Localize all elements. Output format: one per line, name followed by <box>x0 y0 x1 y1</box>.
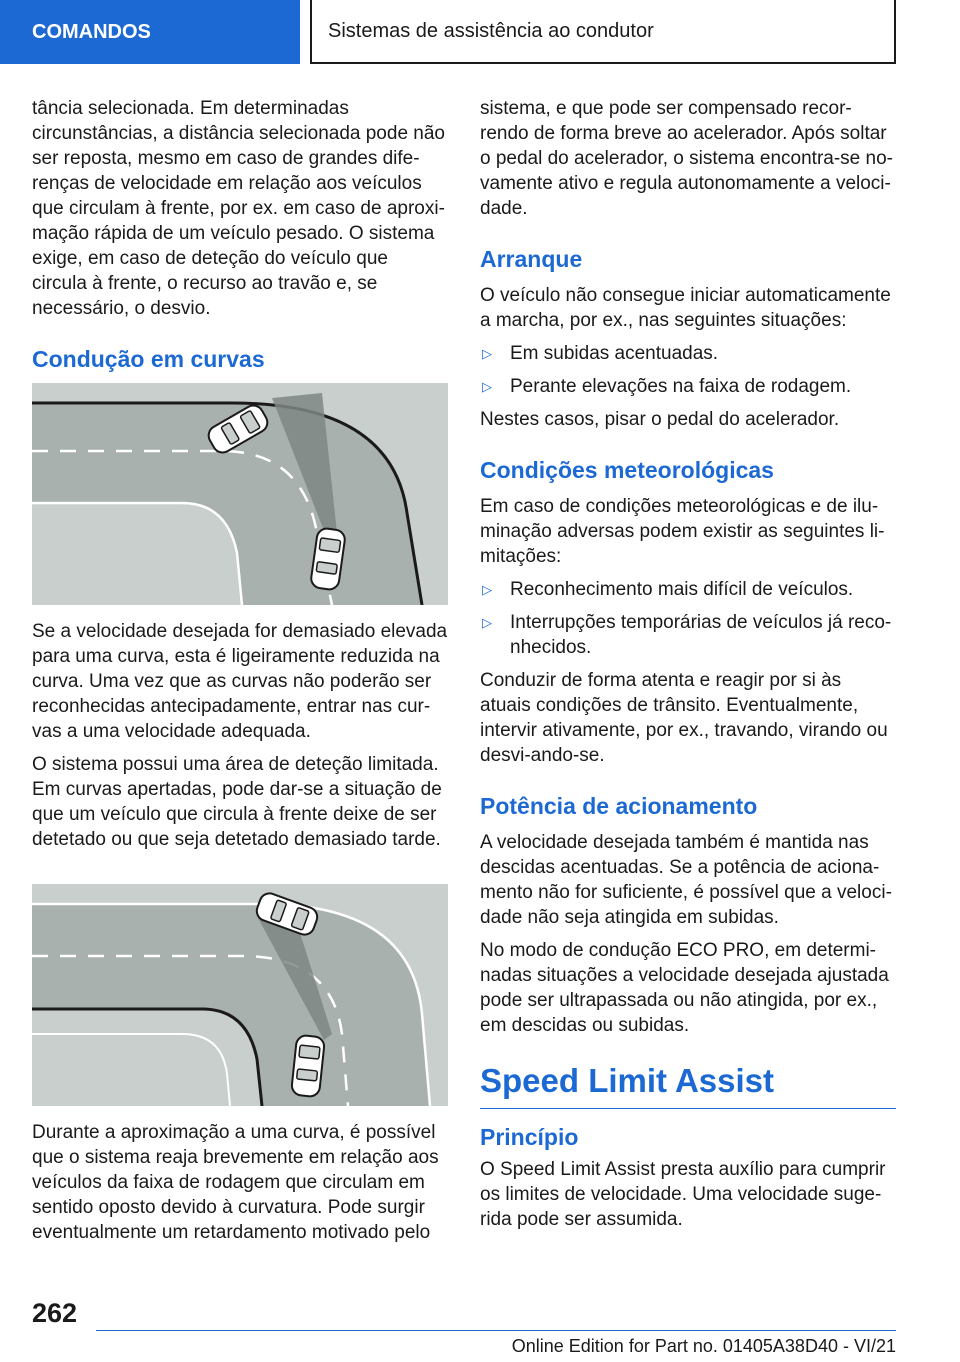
bullet-list-meteo <box>480 577 896 660</box>
paragraph: Durante a aproximação a uma curva, é possível que o sistema reaja brevemente em relação aos veículos da faixa de rodagem que circulam em sentido oposto devido à curvatura. Pode surgir eventualmente um retardamento motivado pelo <box>32 1122 439 1243</box>
triangle-right-outline-icon: ▷ <box>482 582 492 597</box>
left-column <box>32 96 448 1253</box>
right-column <box>480 96 896 1240</box>
chapter-title: Sistemas de assistência ao condutor <box>328 19 654 42</box>
paragraph: Se a velocidade desejada for demasiado elevada para uma curva, esta é ligeiramente reduzida na curva. Uma vez que as curvas não poderão ser reconhecidas antecipadamente, entrar nas cur-vas a uma velocidade adequada. <box>32 621 448 742</box>
bullet-list-arranque <box>480 341 896 399</box>
list-item: ▷ Em subidas acentuadas. <box>482 343 719 364</box>
section-tab <box>0 0 300 64</box>
heading-principio: Princípio <box>480 1124 579 1150</box>
paragraph: No modo de condução ECO PRO, em determi-nadas situações a velocidade desejada ajustada pode ser ultrapassada ou não atingida, por ex., em descidas ou subidas. <box>480 940 889 1036</box>
heading-arranque: Arranque <box>480 246 583 272</box>
heading-potencia-acionamento: Potência de acionamento <box>480 793 758 819</box>
section-title: COMANDOS <box>32 20 151 43</box>
page-number: 262 <box>32 1298 78 1328</box>
triangle-right-outline-icon: ▷ <box>482 379 492 394</box>
list-item: ▷ Reconhecimento mais difícil de veículos. <box>482 579 854 600</box>
triangle-right-outline-icon: ▷ <box>482 346 492 361</box>
paragraph: sistema, e que pode ser compensado recor-rendo de forma breve ao acelerador. Após soltar o pedal do acelerador, o sistema encontra-se no-vamente ativo e regula autonomamente a veloci-dade. <box>480 98 893 219</box>
footer-edition: Online Edition for Part no. 01405A38D40 - VI/21 <box>511 1336 896 1356</box>
paragraph: tância selecionada. Em determinadas circunstâncias, a distância selecionada pode não ser reposta, mesmo em caso de grandes dife-renças de velocidade em relação aos veículos que circulam à frente, por ex. em caso de aproxi-mação rápida de um veículo pesado. O sistema exige, em caso de deteção do veículo que circula à frente, o recurso ao travão e, se necessário, o desvio. <box>32 98 445 319</box>
curve-illustration-1 <box>32 383 448 605</box>
paragraph: Nestes casos, pisar o pedal do acelerador. <box>480 409 840 430</box>
paragraph: Conduzir de forma atenta e reagir por si às atuais condições de trânsito. Eventualmente, intervir ativamente, por ex., travando, virando ou desvi-ando-se. <box>480 670 888 766</box>
paragraph: Em caso de condições meteorológicas e de ilu-minação adversas podem existir as seguintes li-mitações: <box>480 496 885 567</box>
heading-condicoes-meteorologicas: Condições meteorológicas <box>480 457 774 483</box>
paragraph: O Speed Limit Assist presta auxílio para cumprir os limites de velocidade. Uma velocidade suge-rida pode ser assumida. <box>480 1159 886 1230</box>
curve-illustration-2 <box>32 884 448 1106</box>
heading-speed-limit-assist: Speed Limit Assist <box>480 1058 896 1109</box>
footer-divider <box>96 1330 896 1331</box>
paragraph: O veículo não consegue iniciar automaticamente a marcha, por ex., nas seguintes situações: <box>480 285 891 331</box>
triangle-right-outline-icon: ▷ <box>482 615 492 630</box>
list-item: ▷ Perante elevações na faixa de rodagem. <box>482 376 852 397</box>
heading-conducao-curvas: Condução em curvas <box>32 346 265 372</box>
paragraph: O sistema possui uma área de deteção limitada. Em curvas apertadas, pode dar-se a situação de que um veículo que circula à frente deixe de ser detetado ou que seja detetado demasiado tarde. <box>32 754 442 850</box>
paragraph: A velocidade desejada também é mantida nas descidas acentuadas. Se a potência de aciona-mento não for suficiente, é possível que a veloci-dade não seja atingida em subidas. <box>480 832 892 928</box>
list-item: ▷ Interrupções temporárias de veículos já reco-nhecidos. <box>482 612 892 658</box>
chapter-header <box>310 0 896 64</box>
